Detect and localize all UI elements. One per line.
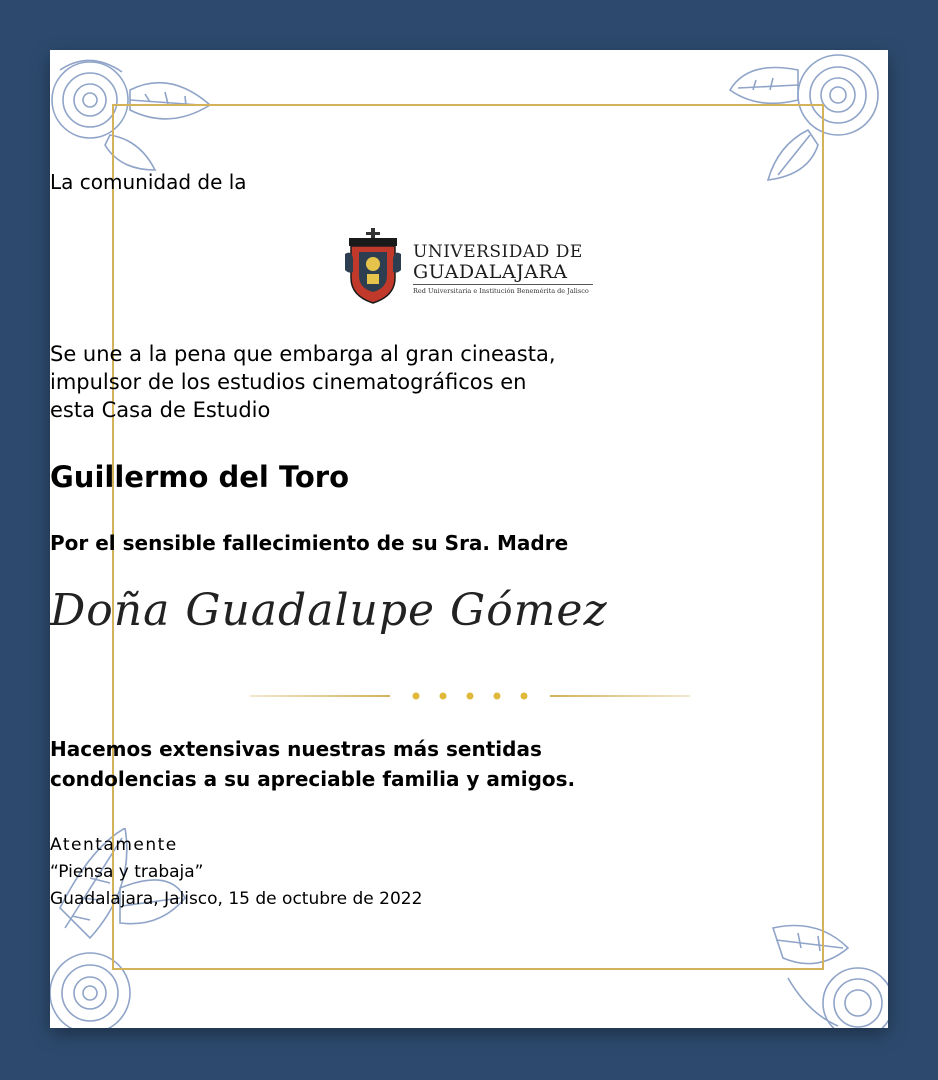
- condolences-line-1: Hacemos extensivas nuestras más sentidas: [50, 737, 542, 761]
- intro-text: La comunidad de la: [50, 170, 247, 194]
- reason-text: Por el sensible fallecimiento de su Sra. Madre: [50, 531, 569, 555]
- place-date-text: Guadalajara, Jalisco, 15 de octubre de 2022: [50, 889, 423, 909]
- condolences-paragraph: [50, 734, 888, 794]
- logo-line-1: UNIVERSIDAD DE: [413, 242, 583, 262]
- condolence-card: [50, 50, 888, 1028]
- message-paragraph: [50, 340, 888, 424]
- message-line-3: esta Casa de Estudio: [50, 398, 271, 422]
- message-line-2: impulsor de los estudios cinematográficos en: [50, 370, 527, 394]
- message-line-1: Se une a la pena que embarga al gran cineasta,: [50, 342, 556, 366]
- motto-text: “Piensa y trabaja”: [50, 862, 204, 882]
- logo-divider: [413, 284, 593, 285]
- logo-line-2: GUADALAJARA: [413, 261, 568, 283]
- signature-block: [50, 832, 888, 913]
- ornamental-divider: [250, 686, 690, 706]
- deceased-name: Doña Guadalupe Gómez: [50, 585, 608, 636]
- logo-subline: Red Universitaria e Institución Benemérita de Jalisco: [413, 287, 589, 295]
- university-crest-icon: [345, 228, 401, 304]
- university-logo: [345, 228, 605, 304]
- condolences-line-2: condolencias a su apreciable familia y amigos.: [50, 767, 576, 791]
- honoree-name: Guillermo del Toro: [50, 460, 350, 494]
- closing-text: Atentamente: [50, 835, 178, 855]
